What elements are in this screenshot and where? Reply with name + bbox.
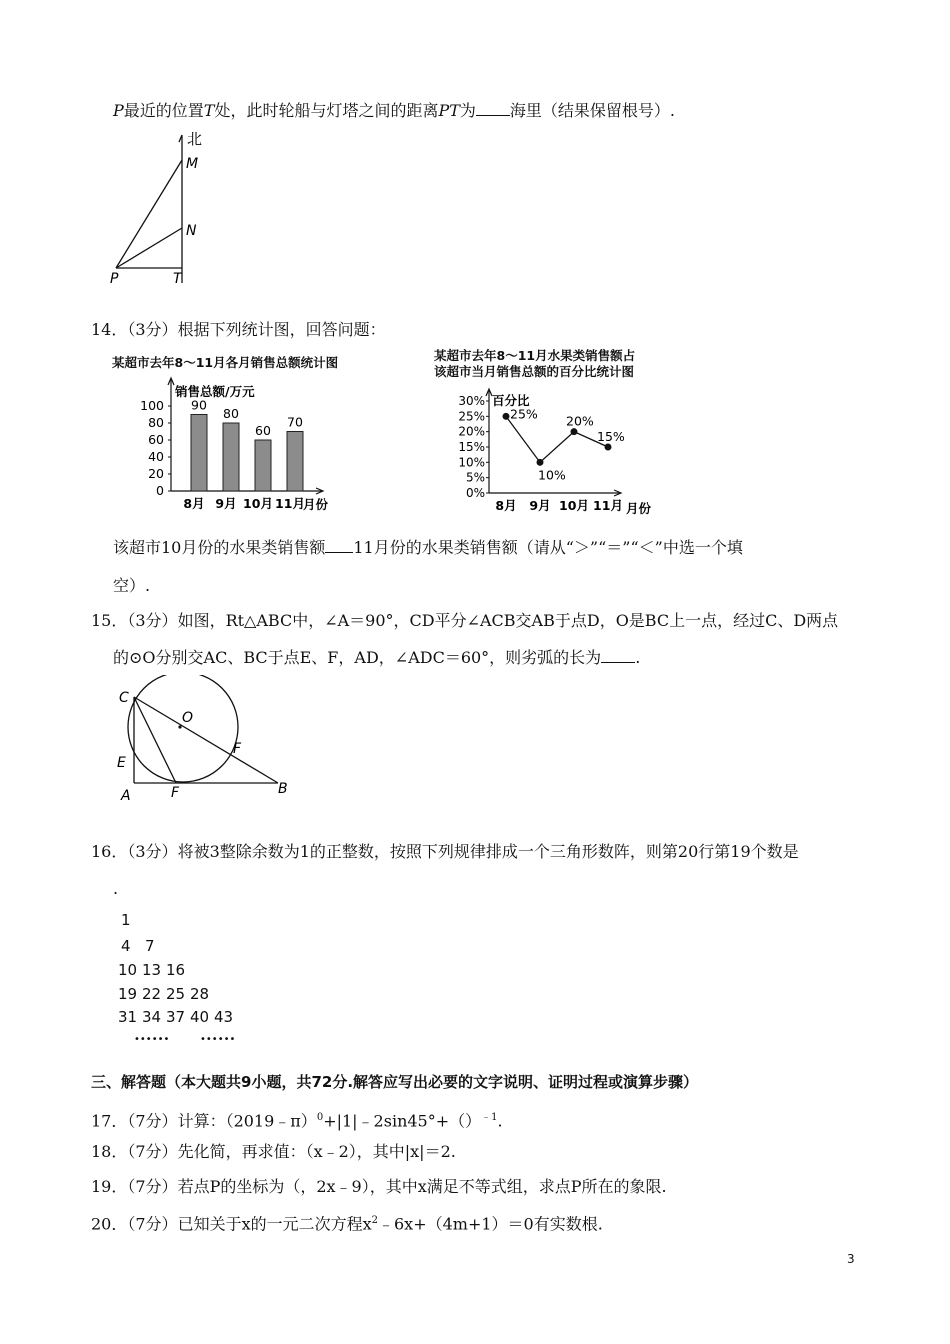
triangle-row-1: 1 <box>121 911 131 929</box>
y-tick-label: 10% <box>458 455 485 470</box>
figure-q13-lighthouse <box>105 128 215 288</box>
q14-stem: 14．（3分）根据下列统计图，回答问题： <box>91 320 386 339</box>
x-tick-label: 10月 <box>243 496 273 511</box>
data-label: 20% <box>566 413 594 429</box>
y-tick-label: 100 <box>140 398 164 413</box>
y-tick-label: 40 <box>148 449 164 464</box>
point-c-label: C <box>119 690 129 706</box>
q16-line1: 16．（3分）将被3整除余数为1的正整数，按照下列规律排成一个三角形数阵，则第20行第19个数是 <box>91 842 799 861</box>
x-tick-label: 8月 <box>495 498 517 513</box>
q14-fill-line: 该超市10月份的水果类销售额 11月份的水果类销售额（请从“＞”“＝”“＜”中选一个填 <box>113 538 743 557</box>
triangle-row-2: 4 7 <box>121 937 155 955</box>
q19: 19．（7分）若点P的坐标为（，2x﹣9），其中x满足不等式组，求点P所在的象限. <box>91 1177 667 1196</box>
bar <box>287 432 303 492</box>
x-tick-label: 10月 <box>559 498 589 513</box>
x-tick-label: 9月 <box>529 498 551 513</box>
line-chart <box>450 383 665 518</box>
line-chart-title-2: 该超市当月销售总额的百分比统计图 <box>434 364 635 379</box>
x-tick-label: 11月 <box>593 498 623 513</box>
y-tick-label: 5% <box>465 470 485 485</box>
q14-fill-end: 空）. <box>113 576 151 595</box>
north-label: 北 <box>187 130 203 148</box>
point-f-bottom-label: F <box>171 785 180 801</box>
q20: 20．（7分）已知关于x的一元二次方程$x^2﹣6x+(4m+1)=0$有实数根. <box>91 1214 603 1234</box>
point-b-label: B <box>278 781 288 797</box>
answer-blank <box>601 648 635 663</box>
y-tick-label: 20% <box>458 424 485 439</box>
x-tick-label: 8月 <box>183 496 205 511</box>
data-point <box>537 459 544 466</box>
bar-chart <box>130 372 340 517</box>
x-axis-label: 月份 <box>303 497 329 512</box>
bar-value-label: 60 <box>255 423 271 438</box>
triangle-row-4: 19 22 25 28 <box>118 985 210 1003</box>
q15-line1: 15．（3分）如图，Rt△ABC中，∠A＝90°，CD平分∠ACB交AB于点D，O是BC上一点，经过C、D两点 <box>91 611 839 630</box>
triangle-dots: •••••• •••••• <box>134 1034 236 1045</box>
point-n-label: N <box>186 223 197 239</box>
data-label: 25% <box>510 406 538 422</box>
data-point <box>571 428 578 435</box>
y-tick-label: 20 <box>148 466 164 481</box>
point-p-label: P <box>110 271 119 287</box>
data-point <box>503 413 510 420</box>
point-t-label: T <box>173 271 182 287</box>
figure-q15-circle <box>110 675 300 805</box>
triangle-row-3: 10 13 16 <box>118 961 186 979</box>
answer-blank <box>476 101 510 116</box>
bar-value-label: 70 <box>287 414 303 430</box>
point-f-right-label: F <box>233 741 242 757</box>
point-m-label: M <box>186 156 199 172</box>
y-axis-label: 百分比 <box>492 393 530 408</box>
answer-blank <box>325 538 353 553</box>
point-e-label: E <box>117 755 126 771</box>
y-axis-label: 销售总额/万元 <box>175 384 255 399</box>
page-number: 3 <box>847 1252 855 1266</box>
y-tick-label: 60 <box>148 432 164 447</box>
triangle-row-5: 31 34 37 40 43 <box>118 1008 234 1026</box>
data-label: 10% <box>538 467 566 483</box>
data-label: 15% <box>597 429 625 444</box>
bar-value-label: 90 <box>191 397 207 413</box>
bar <box>255 440 271 491</box>
bar <box>191 415 207 492</box>
bar <box>223 423 239 491</box>
point-a-label: A <box>121 788 131 804</box>
y-tick-label: 15% <box>458 440 485 454</box>
x-axis-label: 月份 <box>626 501 652 516</box>
bar-value-label: 80 <box>223 406 239 421</box>
q15-line2: 的⊙O分别交AC、BC于点E、F，AD，∠ADC＝60°，则劣弧的长为 . <box>113 648 641 667</box>
q13-text: P最近的位置T处，此时轮船与灯塔之间的距离PT为 海里（结果保留根号）. <box>113 101 676 120</box>
data-point <box>605 444 612 451</box>
point-o-label: O <box>182 710 194 726</box>
y-tick-label: 30% <box>458 394 485 408</box>
y-tick-label: 25% <box>458 409 485 424</box>
y-tick-label: 80 <box>148 415 164 430</box>
x-tick-label: 11月 <box>275 496 305 511</box>
y-tick-label: 0% <box>465 486 485 500</box>
q17: 17．（7分）计算：（2019﹣π）$^0$+|1|﹣2sin45°+（）$^{﹣1}$. <box>91 1111 503 1131</box>
y-tick-label: 0 <box>156 483 164 498</box>
q16-line2: . <box>113 879 119 898</box>
bar-chart-title: 某超市去年8～11月各月销售总额统计图 <box>112 355 339 370</box>
section-heading: 三、解答题（本大题共9小题，共72分.解答应写出必要的文字说明、证明过程或演算步骤） <box>91 1073 699 1091</box>
x-tick-label: 9月 <box>215 496 237 511</box>
line-chart-title-1: 某超市去年8～11月水果类销售额占 <box>434 348 636 363</box>
q18: 18．（7分）先化简，再求值：（x﹣2），其中|x|＝2. <box>91 1142 456 1161</box>
